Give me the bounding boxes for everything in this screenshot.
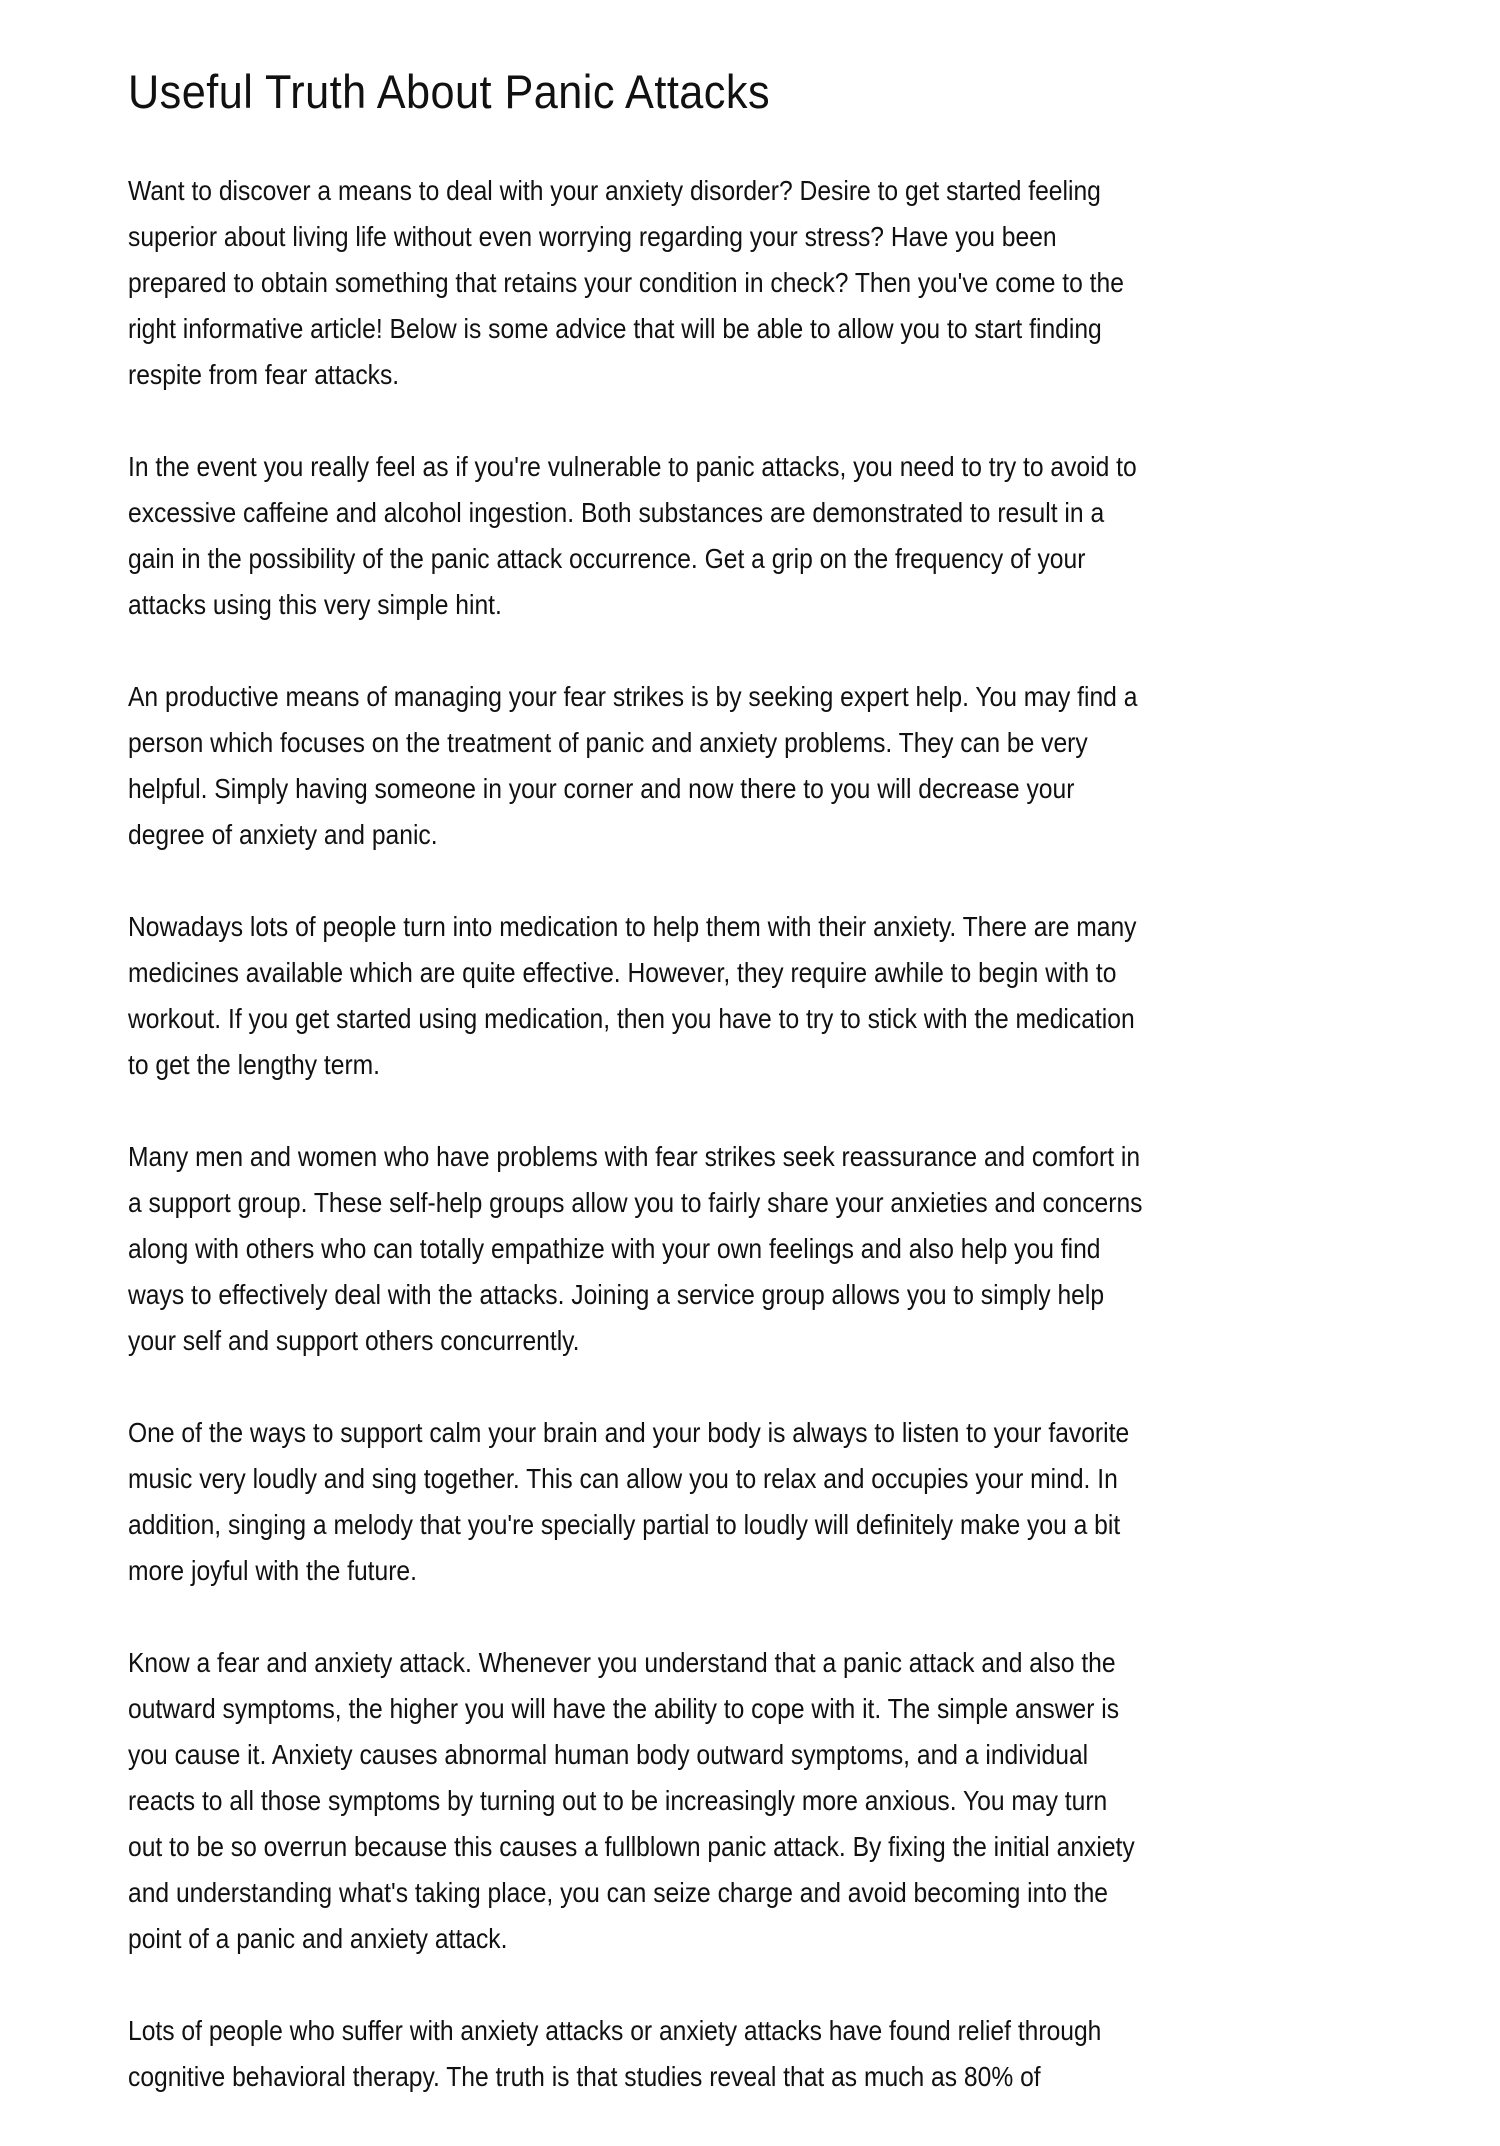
text-line: point of a panic and anxiety attack. bbox=[128, 1923, 508, 1954]
text-line: workout. If you get started using medication, then you have to try to stick with the medication bbox=[128, 1003, 1135, 1034]
text-line: Lots of people who suffer with anxiety attacks or anxiety attacks have found relief through bbox=[128, 2015, 1102, 2046]
paragraph-3 bbox=[128, 674, 1390, 858]
text-line: person which focuses on the treatment of panic and anxiety problems. They can be very bbox=[128, 727, 1088, 758]
text-line: superior about living life without even worrying regarding your stress? Have you been bbox=[128, 221, 1057, 252]
paragraph-2 bbox=[128, 444, 1390, 628]
text-line: helpful. Simply having someone in your corner and now there to you will decrease your bbox=[128, 773, 1075, 804]
text-line: Many men and women who have problems with fear strikes seek reassurance and comfort in bbox=[128, 1141, 1141, 1172]
text-line: prepared to obtain something that retains your condition in check? Then you've come to the bbox=[128, 267, 1124, 298]
text-line: Know a fear and anxiety attack. Whenever you understand that a panic attack and also the bbox=[128, 1647, 1116, 1678]
paragraph-5 bbox=[128, 1134, 1390, 1364]
text-line: music very loudly and sing together. This can allow you to relax and occupies your mind. In bbox=[128, 1463, 1118, 1494]
text-line: and understanding what's taking place, you can seize charge and avoid becoming into the bbox=[128, 1877, 1109, 1908]
article-body bbox=[128, 62, 1390, 2146]
text-line: out to be so overrun because this causes a fullblown panic attack. By fixing the initial anxiety bbox=[128, 1831, 1135, 1862]
text-line: along with others who can totally empathize with your own feelings and also help you find bbox=[128, 1233, 1101, 1264]
text-line: degree of anxiety and panic. bbox=[128, 819, 438, 850]
text-line: a support group. These self-help groups allow you to fairly share your anxieties and concerns bbox=[128, 1187, 1143, 1218]
text-line: medicines available which are quite effective. However, they require awhile to begin with to bbox=[128, 957, 1117, 988]
text-line: An productive means of managing your fear strikes is by seeking expert help. You may find a bbox=[128, 681, 1138, 712]
text-line: outward symptoms, the higher you will have the ability to cope with it. The simple answer is bbox=[128, 1693, 1120, 1724]
paragraph-1 bbox=[128, 168, 1390, 398]
text-line: excessive caffeine and alcohol ingestion. Both substances are demonstrated to result in a bbox=[128, 497, 1105, 528]
paragraph-4 bbox=[128, 904, 1390, 1088]
text-line: ways to effectively deal with the attacks. Joining a service group allows you to simply help bbox=[128, 1279, 1105, 1310]
text-line: addition, singing a melody that you're specially partial to loudly will definitely make you a bit bbox=[128, 1509, 1121, 1540]
text-line: Nowadays lots of people turn into medication to help them with their anxiety. There are many bbox=[128, 911, 1137, 942]
text-line: In the event you really feel as if you're vulnerable to panic attacks, you need to try to avoid to bbox=[128, 451, 1137, 482]
text-line: gain in the possibility of the panic attack occurrence. Get a grip on the frequency of your bbox=[128, 543, 1086, 574]
text-line: to get the lengthy term. bbox=[128, 1049, 381, 1080]
paragraph-8 bbox=[128, 2008, 1390, 2100]
text-line: cognitive behavioral therapy. The truth is that studies reveal that as much as 80% of bbox=[128, 2061, 1041, 2092]
paragraph-6 bbox=[128, 1410, 1390, 1594]
text-line: your self and support others concurrently. bbox=[128, 1325, 580, 1356]
text-line: you cause it. Anxiety causes abnormal human body outward symptoms, and a individual bbox=[128, 1739, 1089, 1770]
text-line: Want to discover a means to deal with your anxiety disorder? Desire to get started feeling bbox=[128, 175, 1101, 206]
text-line: right informative article! Below is some advice that will be able to allow you to start finding bbox=[128, 313, 1102, 344]
paragraph-7 bbox=[128, 1640, 1390, 1962]
text-line: reacts to all those symptoms by turning out to be increasingly more anxious. You may turn bbox=[128, 1785, 1108, 1816]
text-line: attacks using this very simple hint. bbox=[128, 589, 502, 620]
text-line: One of the ways to support calm your brain and your body is always to listen to your favorite bbox=[128, 1417, 1130, 1448]
text-line: more joyful with the future. bbox=[128, 1555, 417, 1586]
page-title: Useful Truth About Panic Attacks bbox=[128, 65, 771, 118]
text-line: respite from fear attacks. bbox=[128, 359, 400, 390]
